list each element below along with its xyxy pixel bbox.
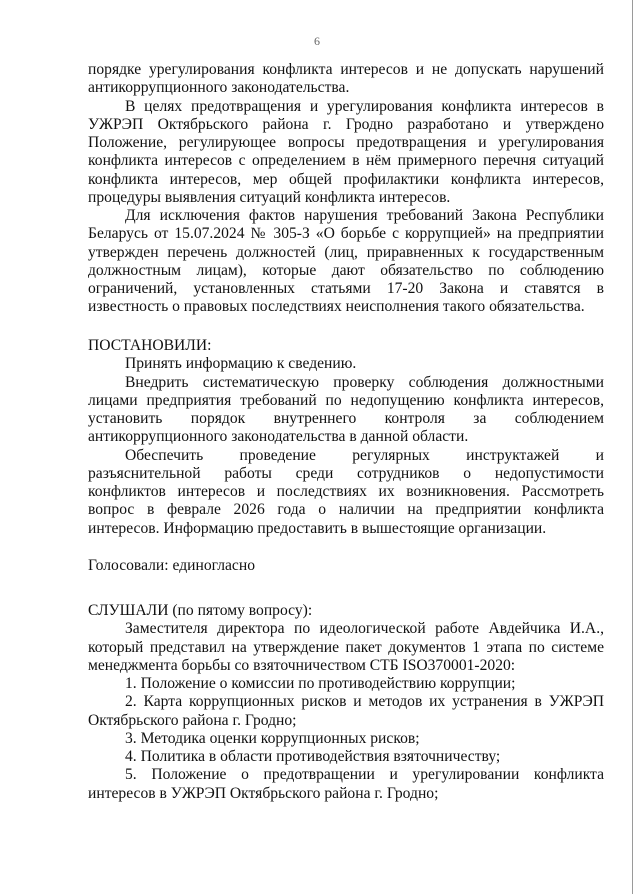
text-line: утвержден перечень должностей (лиц, приравненных к государственным xyxy=(88,243,604,261)
text-line: УЖРЭП Октябрьского района г. Гродно разработано и утверждено xyxy=(88,115,604,133)
text-line: Голосовали: единогласно xyxy=(88,557,255,574)
paragraph xyxy=(88,98,604,208)
text-line: 3. Методика оценки коррупционных рисков; xyxy=(125,729,420,747)
text-line: СЛУШАЛИ (по пятому вопросу): xyxy=(88,602,313,619)
text-line: Принять информацию к сведению. xyxy=(125,355,357,373)
paragraph xyxy=(88,355,604,373)
text-line: Октябрьского района г. Гродно; xyxy=(88,711,297,729)
paragraph xyxy=(88,557,604,575)
text-line: разъяснительной работы среди сотрудников о недопустимости xyxy=(88,464,604,482)
text-line: 5. Положение о предотвращении и урегулировании конфликта xyxy=(125,766,604,784)
text-line: конфликтов интересов и последствиях их возникновения. Рассмотреть xyxy=(88,483,604,500)
text-line: порядке урегулирования конфликта интересов и не допускать нарушений xyxy=(88,61,604,78)
text-line: лицами предприятия требований по недопущению конфликта интересов, xyxy=(88,391,604,409)
text-line: конфликта интересов, мер общей профилактики конфликта интересов, xyxy=(88,170,604,188)
text-line: антикоррупционного законодательства. xyxy=(88,79,350,97)
text-line: интересов. Информацию предоставить в вышестоящие организации. xyxy=(88,519,547,537)
page-number: 6 xyxy=(314,34,320,48)
text-line: 4. Политика в области противодействия взяточничеству; xyxy=(125,748,501,765)
text-line: антикоррупционного законодательства в данной области. xyxy=(88,428,469,446)
paragraph xyxy=(88,748,604,766)
paragraph xyxy=(88,447,604,538)
text-line: который представил на утверждение пакет документов 1 этапа по системе xyxy=(88,638,604,656)
text-line: известность о правовых последствиях неисполнения такого обязательства. xyxy=(88,298,585,316)
text-line: вопрос в феврале 2026 года о наличии на предприятии конфликта xyxy=(88,501,604,519)
text-line: Беларусь от 15.07.2024 № 305-З «О борьбе с коррупцией» на предприятии xyxy=(88,225,604,243)
text-line: В целях предотвращения и урегулирования конфликта интересов в xyxy=(125,97,604,115)
paragraph xyxy=(88,730,604,748)
paragraph xyxy=(88,693,604,730)
text-line: Внедрить систематическую проверку соблюдения должностными xyxy=(125,373,604,391)
text-line: ограничений, установленных статьями 17-20 Закона и ставятся в xyxy=(88,280,604,297)
text-line: Заместителя директора по идеологической работе Авдейчика И.А., xyxy=(125,620,604,638)
page-edge xyxy=(632,0,633,894)
paragraph xyxy=(88,207,604,317)
voting-block xyxy=(88,557,604,575)
text-line: Положение, регулирующее вопросы предотвращения и урегулирования xyxy=(88,134,604,151)
text-line: менеджмента борьбы со взяточничеством СТБ ISO370001-2020: xyxy=(88,656,516,674)
text-line: 1. Положение о комиссии по противодействию коррупции; xyxy=(125,675,516,692)
paragraph xyxy=(88,620,604,675)
text-line: конфликта интересов с определением в нём примерного перечня ситуаций xyxy=(88,152,604,170)
text-line: 2. Карта коррупционных рисков и методов их устранения в УЖРЭП xyxy=(125,693,604,711)
text-line: установить порядок внутреннего контроля за соблюдением xyxy=(88,410,604,427)
resolved-block xyxy=(88,337,604,538)
paragraph xyxy=(88,766,604,803)
paragraph xyxy=(88,675,604,693)
text-line: должностным лицам), которые дают обязательство по соблюдению xyxy=(88,261,604,279)
paragraph xyxy=(88,602,604,620)
paragraph xyxy=(88,337,604,355)
discussion-block xyxy=(88,61,604,317)
heard-block xyxy=(88,602,604,803)
text-line: ПОСТАНОВИЛИ: xyxy=(88,337,212,354)
text-line: процедуры выявления ситуаций конфликта интересов. xyxy=(88,188,451,206)
paragraph xyxy=(88,61,604,98)
paragraph xyxy=(88,374,604,447)
text-line: Для исключения фактов нарушения требований Закона Республики xyxy=(125,207,604,224)
text-line: интересов в УЖРЭП Октябрьского района г. Гродно; xyxy=(88,784,439,802)
text-line: Обеспечить проведение регулярных инструктажей и xyxy=(125,446,604,464)
